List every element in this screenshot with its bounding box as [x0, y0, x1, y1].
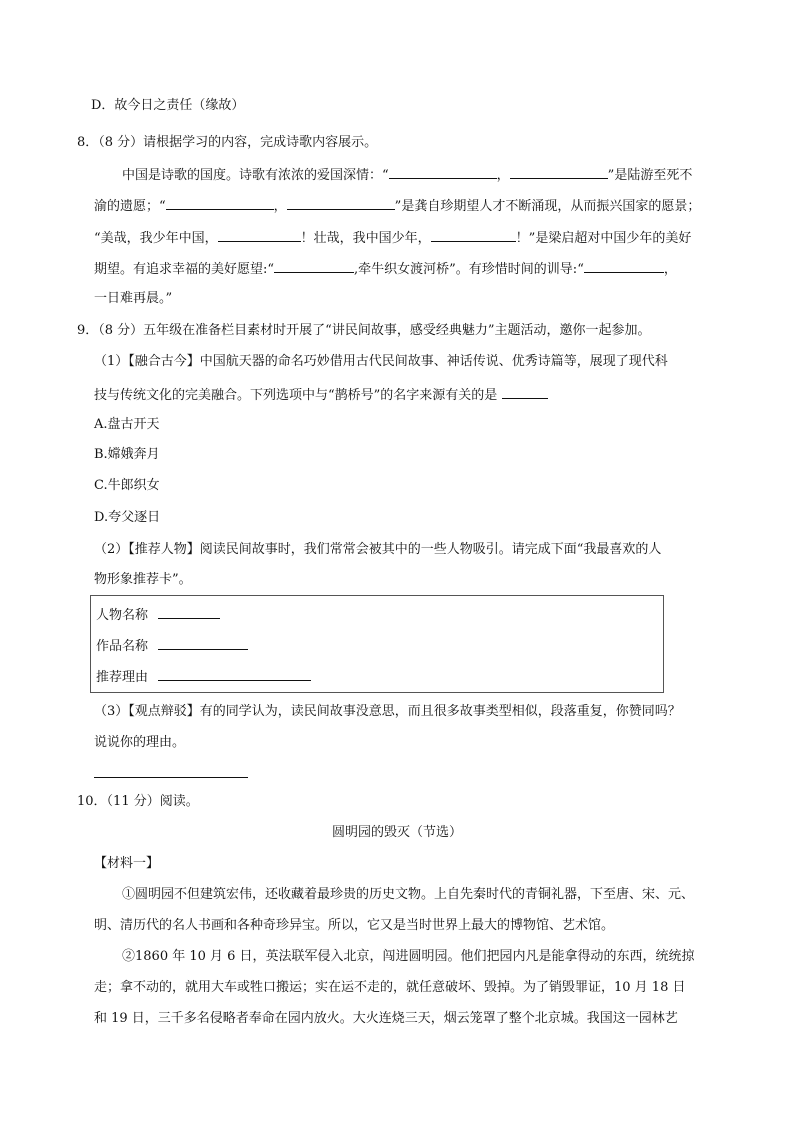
q8-blank-1[interactable] — [389, 165, 497, 179]
q8-text: ！壮哉，我中国少年， — [300, 231, 431, 246]
q8-text: ， — [273, 199, 287, 214]
card-reason-label: 推荐理由 — [96, 670, 149, 685]
q8-blank-2[interactable] — [510, 165, 608, 179]
passage-para1-line-1: ①圆明园不但建筑宏伟，还收藏着最珍贵的历史文物。上自先秦时代的青铜礼器，下至唐、宋、元、 — [122, 887, 695, 902]
card-reason-row — [96, 667, 311, 687]
q8-text: ， — [496, 168, 510, 183]
q8-text: 中国是诗歌的国度。诗歌有浓浓的爱国深情：“ — [122, 168, 389, 183]
card-name-row — [96, 605, 220, 625]
q8-blank-4[interactable] — [287, 196, 395, 210]
passage-para2-line-3: 和 19 日，三千多名侵略者奉命在园内放火。大火连烧三天，烟云笼罩了整个北京城。我国这一园林艺 — [94, 1011, 678, 1026]
recommendation-card — [90, 595, 664, 693]
q8-blank-8[interactable] — [584, 259, 664, 273]
card-reason-blank[interactable] — [158, 667, 311, 681]
q8-blank-6[interactable] — [431, 228, 516, 242]
q9-option-a: A.盘古开天 — [94, 417, 160, 432]
q9-sub3-line-1: （3）【观点辩驳】有的同学认为，读民间故事没意思，而且很多故事类型相似，段落重复，你赞同吗？ — [94, 704, 681, 719]
q8-paragraph-line-4 — [94, 259, 677, 279]
card-name-blank[interactable] — [158, 605, 220, 619]
q8-text: ！”是梁启超对中国少年的美好 — [515, 231, 692, 246]
q10-stem: 10．（11 分）阅读。 — [77, 794, 199, 809]
q9-sub3-answer-line[interactable] — [94, 777, 248, 778]
q9-option-c: C.牛郎织女 — [94, 478, 160, 493]
q9-sub1-text: 技与传统文化的完美融合。下列选项中与“鹊桥号”的名字来源有关的是 — [94, 388, 498, 403]
q8-paragraph-line-2 — [94, 196, 700, 216]
card-work-blank[interactable] — [158, 636, 248, 650]
q8-text: ,牵牛织女渡河桥”。有珍惜时间的训导:“ — [354, 262, 584, 277]
passage-para2-line-2: 走；拿不动的，就用大车或牲口搬运；实在运不走的，就任意破坏、毁掉。为了销毁罪证，10 月 18 日 — [94, 980, 686, 995]
q8-text: ， — [663, 262, 677, 277]
q9-option-b: B.嫦娥奔月 — [94, 447, 160, 462]
q8-text: ”是陆游至死不 — [607, 168, 693, 183]
q9-sub1-answer-blank[interactable] — [502, 385, 548, 399]
q8-paragraph-line-3 — [94, 228, 691, 248]
q8-blank-3[interactable] — [166, 196, 274, 210]
q8-stem: 8．（8 分）请根据学习的内容，完成诗歌内容展示。 — [77, 135, 378, 150]
q9-sub1-line-1: （1）【融合古今】中国航天器的命名巧妙借用古代民间故事、神话传说、优秀诗篇等，展现了现代科 — [94, 354, 668, 369]
q9-stem: 9．（8 分）五年级在准备栏目素材时开展了“讲民间故事，感受经典魅力”主题活动，邀你一起参加。 — [77, 323, 651, 338]
passage-para1-line-2: 明、清历代的名人书画和各种奇珍异宝。所以，它又是当时世界上最大的博物馆、艺术馆。 — [94, 918, 615, 933]
q8-paragraph-line-5: 一日难再晨。” — [94, 291, 173, 306]
q8-text: 期望。有追求幸福的美好愿望:“ — [94, 262, 275, 277]
material-label: 【材料一】 — [94, 856, 160, 871]
q9-sub2-line-1: （2）【推荐人物】阅读民间故事时，我们常常会被其中的一些人物吸引。请完成下面“我最喜欢的人 — [94, 542, 662, 557]
q9-option-d: D.夸父逐日 — [94, 510, 161, 525]
q8-text: “美哉，我少年中国， — [94, 231, 218, 246]
q9-sub3-line-2: 说说你的理由。 — [94, 735, 186, 750]
q8-blank-7[interactable] — [274, 259, 354, 273]
passage-title: 圆明园的毁灭（节选） — [331, 825, 462, 840]
q9-sub2-line-2: 物形象推荐卡”。 — [94, 572, 192, 587]
card-work-row — [96, 636, 248, 656]
q9-sub1-line-2 — [94, 385, 548, 405]
q8-text: 渝的遗愿；“ — [94, 199, 166, 214]
q8-text: ”是龚自珍期望人才不断涌现，从而振兴国家的愿景； — [394, 199, 701, 214]
q8-blank-5[interactable] — [218, 228, 301, 242]
q8-paragraph-line-1 — [122, 165, 692, 185]
passage-para2-line-1: ②1860 年 10 月 6 日，英法联军侵入北京，闯进圆明园。他们把园内凡是能拿得动的东西，统统掠 — [122, 949, 695, 964]
card-work-label: 作品名称 — [96, 639, 149, 654]
card-name-label: 人物名称 — [96, 608, 149, 623]
q7-option-d: D．故今日之责任（缘故） — [91, 98, 245, 113]
